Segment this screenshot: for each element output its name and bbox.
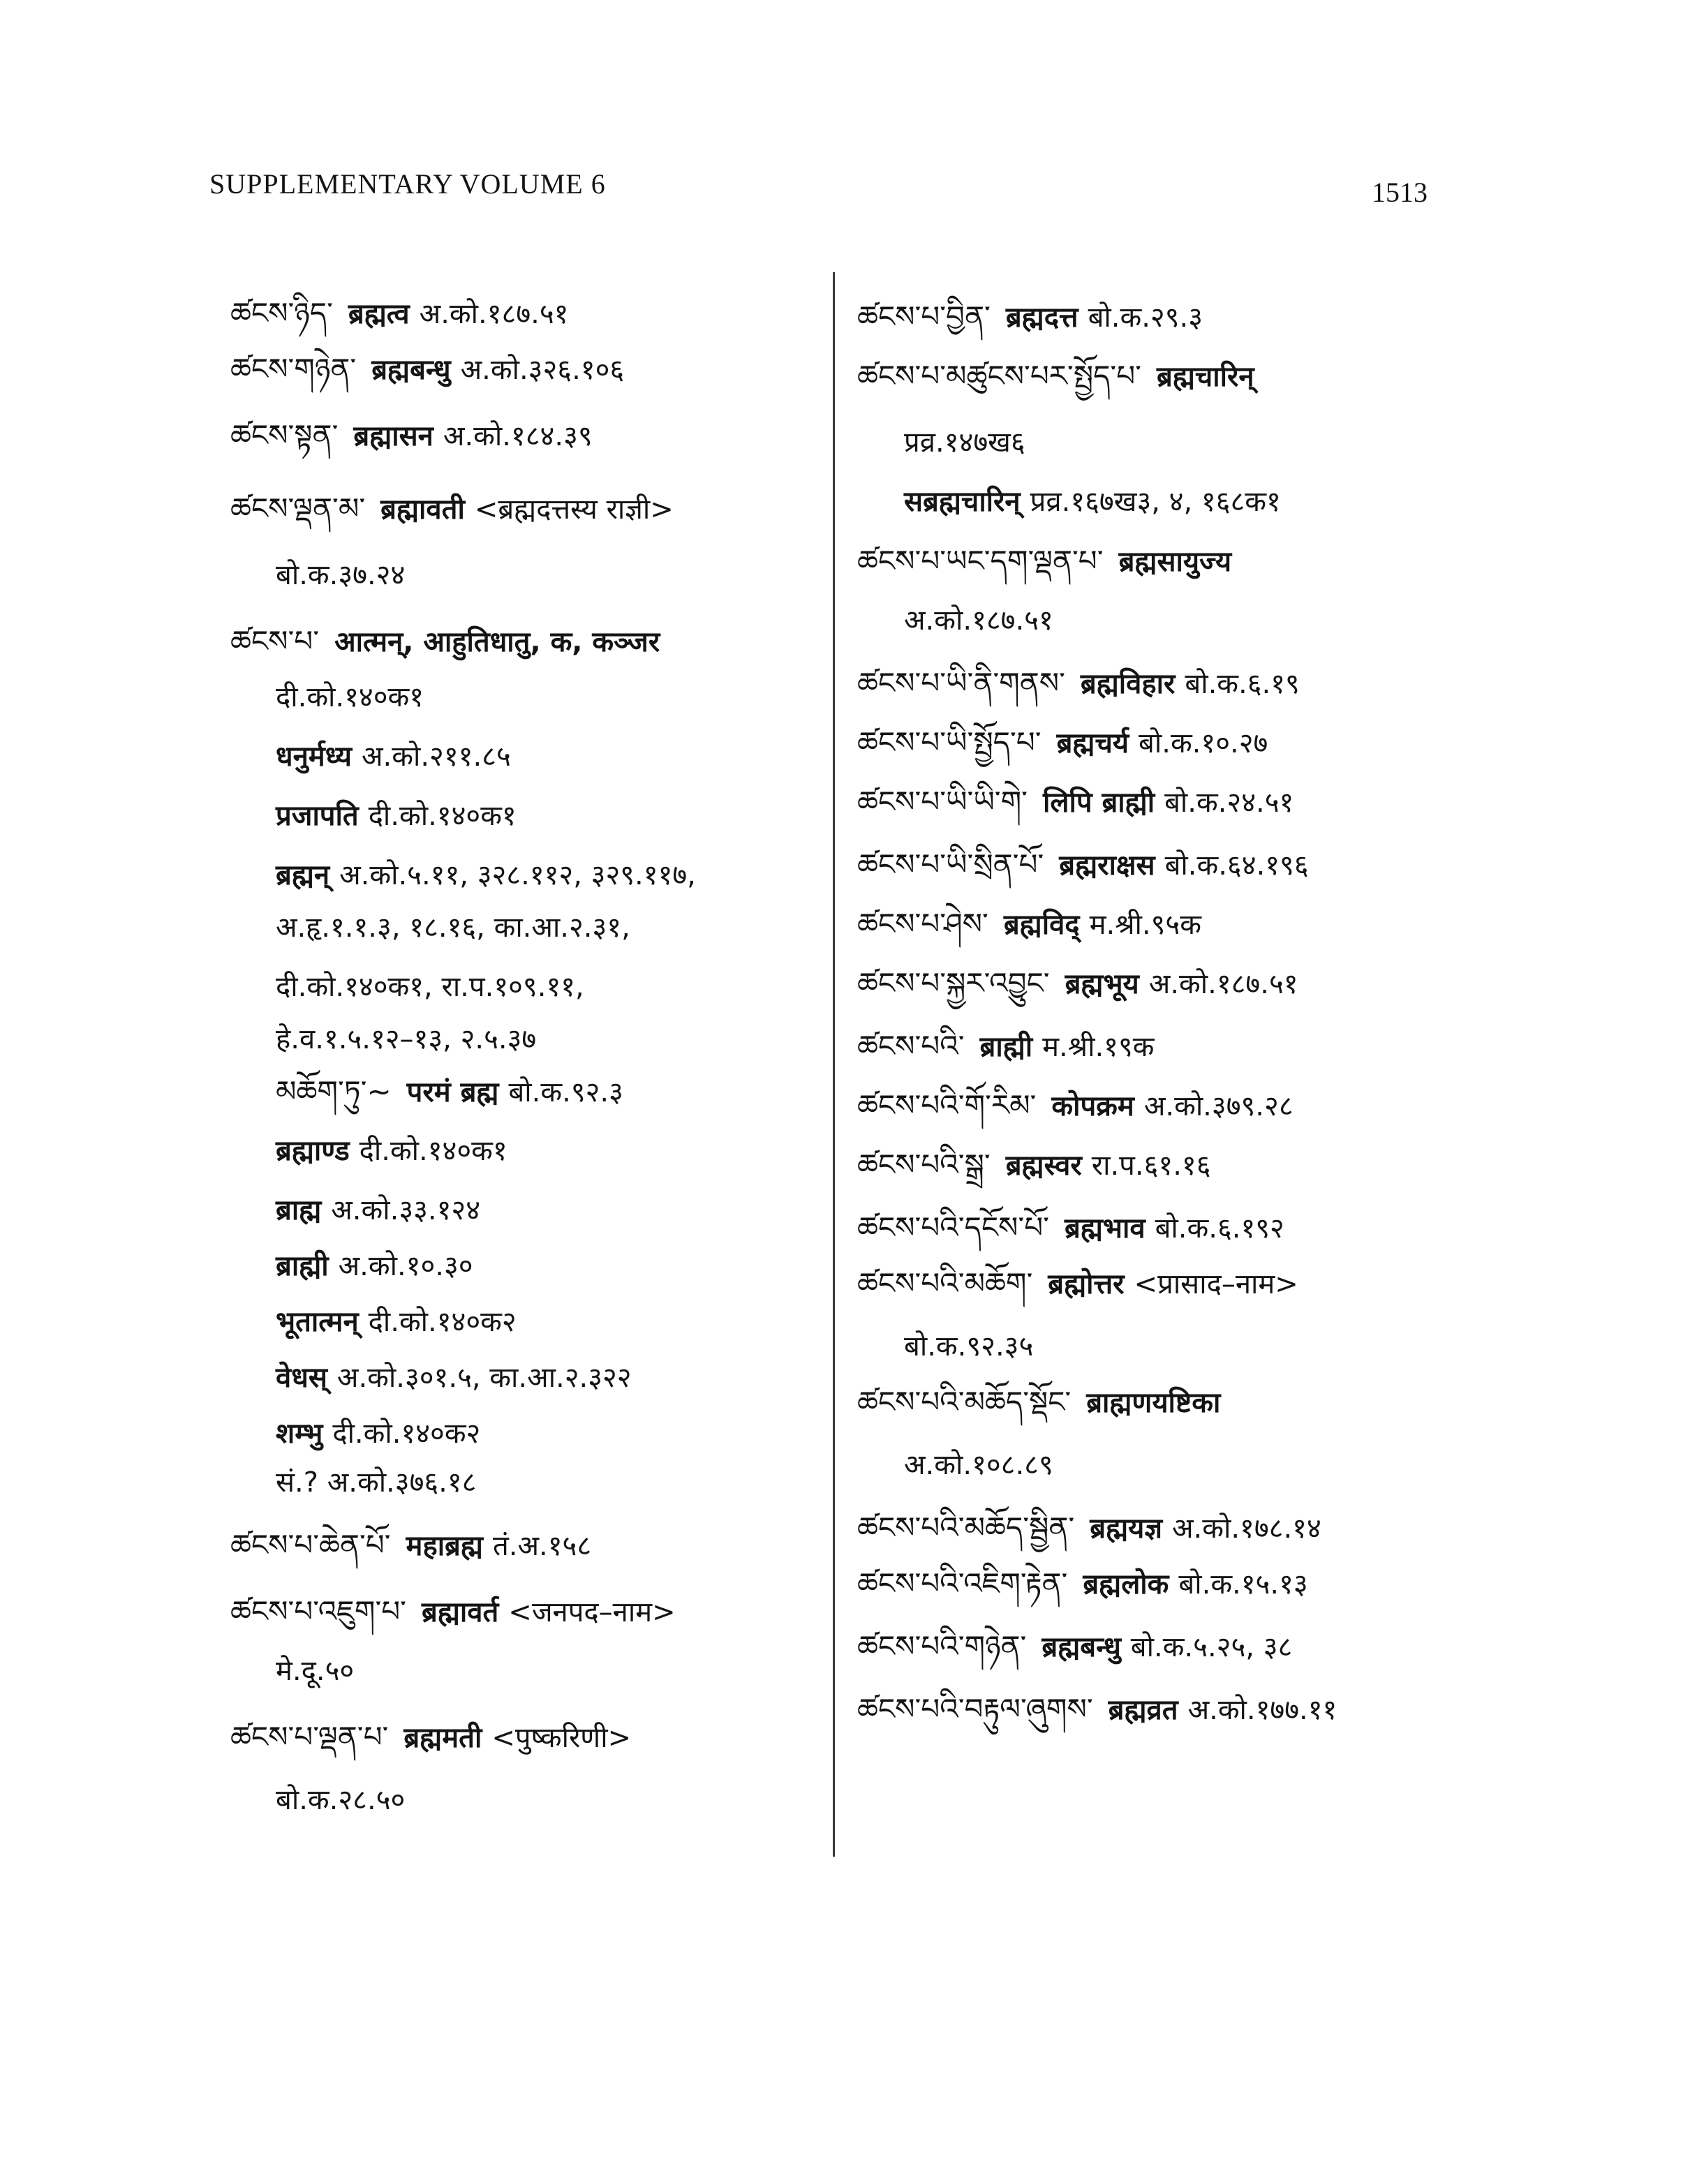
tibetan-term: ཚངས་པ་ཡི་སྲིན་པོ་ bbox=[857, 847, 1044, 882]
source-reference: तं.अ.१५८ bbox=[492, 1530, 592, 1562]
source-reference: बो.क.२४.५१ bbox=[1164, 787, 1294, 819]
tibetan-term: ཚངས་པའི་མཆོད་སྦྱིན་ bbox=[857, 1510, 1075, 1545]
entry-headword-line bbox=[230, 1717, 631, 1758]
entry-continuation-line bbox=[276, 555, 405, 595]
sanskrit-equivalent: ब्रह्मचर्य bbox=[1056, 727, 1129, 759]
tibetan-term: ཚངས་པའི་དངོས་པོ་ bbox=[857, 1210, 1049, 1245]
source-reference: अ.हृ.१.१.३, १८.१६, का.आ.२.३१, bbox=[276, 912, 630, 944]
source-reference: अ.को.१८७.५१ bbox=[419, 298, 569, 330]
sanskrit-equivalent: धनुर्मध्य bbox=[276, 741, 352, 773]
entry-headword-line bbox=[857, 1208, 1284, 1248]
tibetan-term: ཚངས་པ་ bbox=[230, 624, 320, 658]
source-reference: अ.को.३०१.५, का.आ.२.३२२ bbox=[336, 1362, 632, 1394]
sanskrit-equivalent: ब्रह्मावर्त bbox=[422, 1596, 499, 1628]
tibetan-term: ཚངས་པའི་ bbox=[857, 1029, 965, 1063]
tibetan-term: ཚངས་པའི་བརྟུལ་ཞུགས་ bbox=[857, 1692, 1093, 1726]
source-reference: सं.? अ.को.३७६.१८ bbox=[276, 1466, 477, 1499]
sanskrit-equivalent: ब्रह्मराक्षस bbox=[1059, 849, 1155, 882]
entry-continuation-line bbox=[276, 1190, 480, 1231]
tibetan-term: ཚངས་པ་མཚུངས་པར་སྤྱོད་པ་ bbox=[857, 359, 1141, 393]
sanskrit-equivalent: ब्रह्मव्रत bbox=[1108, 1694, 1178, 1726]
sanskrit-equivalent: ब्राह्मणयष्टिका bbox=[1086, 1387, 1221, 1419]
entry-continuation-line bbox=[276, 1358, 632, 1398]
entry-headword-line bbox=[230, 293, 568, 334]
entry-headword-line bbox=[857, 1026, 1154, 1067]
source-reference: बो.क.२९.३ bbox=[1088, 302, 1203, 334]
tibetan-term: ཚངས་པ་ཡི་ནི་གནས་ bbox=[857, 666, 1065, 700]
tibetan-term: ཚངས་པ་ཡང་དག་ལྡན་པ་ bbox=[857, 544, 1104, 578]
sanskrit-equivalent: ब्रह्मयज्ञ bbox=[1090, 1513, 1162, 1545]
tibetan-term: ཚངས་པ་ཡི་སྤྱོད་པ་ bbox=[857, 725, 1042, 759]
entry-headword-line bbox=[857, 1382, 1230, 1422]
entry-headword-line bbox=[857, 845, 1309, 885]
source-reference: मे.दू.५० bbox=[276, 1655, 355, 1687]
source-reference: बो.क.१५.१३ bbox=[1178, 1568, 1308, 1600]
sanskrit-equivalent: महाब्रह्म bbox=[406, 1530, 483, 1562]
sanskrit-equivalent: ब्रह्मत्व bbox=[348, 298, 410, 330]
entry-headword-line bbox=[857, 1145, 1211, 1185]
sanskrit-equivalent: परमं ब्रह्म bbox=[406, 1076, 499, 1108]
entry-continuation-line bbox=[276, 855, 696, 896]
entry-headword-line bbox=[857, 356, 1264, 396]
entry-continuation-line bbox=[276, 736, 511, 777]
entry-headword-line bbox=[276, 1071, 623, 1112]
entry-headword-line bbox=[857, 297, 1203, 337]
tibetan-term: ཚངས་པ་འཇུག་པ་ bbox=[230, 1594, 407, 1628]
entry-headword-line bbox=[857, 1085, 1294, 1126]
sanskrit-equivalent: ब्रह्मदत्त bbox=[1005, 302, 1079, 334]
sanskrit-equivalent: ब्रह्ममती bbox=[403, 1722, 482, 1754]
source-reference: अ.को.१०.३० bbox=[338, 1250, 473, 1282]
source-reference: अ.को.१८७.५१ bbox=[904, 604, 1053, 637]
sanskrit-equivalent: भूतात्मन् bbox=[276, 1306, 359, 1338]
tibetan-term: ཚངས་པའི་གོ་རིམ་ bbox=[857, 1088, 1037, 1122]
sanskrit-equivalent: ब्राह्मी bbox=[979, 1031, 1033, 1063]
entry-headword-line bbox=[230, 1591, 676, 1632]
source-reference: म.श्री.१९क bbox=[1042, 1031, 1155, 1063]
sanskrit-equivalent: प्रजापति bbox=[276, 800, 359, 832]
entry-continuation-line bbox=[904, 600, 1053, 641]
sanskrit-equivalent: शम्भु bbox=[276, 1418, 323, 1450]
source-reference: अ.को.१७७.११ bbox=[1187, 1694, 1337, 1726]
tibetan-term: ཚངས་པའི་མཆོག་ bbox=[857, 1266, 1033, 1300]
tibetan-term: ཚངས་པའི་གཉེན་ bbox=[857, 1629, 1027, 1663]
source-reference: अ.को.१०८.८९ bbox=[904, 1449, 1053, 1481]
entry-headword-line bbox=[857, 1626, 1292, 1667]
tibetan-term: ཚངས་པ་ཡི་ཡི་གེ་ bbox=[857, 785, 1028, 819]
sanskrit-equivalent: ब्रह्मन् bbox=[276, 859, 330, 891]
entry-headword-line bbox=[857, 1689, 1337, 1730]
tibetan-term: ཚངས་པ་ཆེན་པོ་ bbox=[230, 1528, 391, 1562]
sanskrit-equivalent: ब्रह्मभाव bbox=[1064, 1212, 1146, 1245]
sanskrit-equivalent: ब्रह्मलोक bbox=[1083, 1568, 1169, 1600]
entry-continuation-line bbox=[904, 1326, 1033, 1367]
entry-continuation-line bbox=[276, 967, 584, 1007]
source-reference: बो.क.५.२५, ३८ bbox=[1130, 1631, 1293, 1663]
page-number: 1513 bbox=[1372, 177, 1428, 208]
tibetan-term: ཚངས་པའི་འཇིག་རྟེན་ bbox=[857, 1566, 1068, 1600]
source-reference: बो.क.२८.५० bbox=[276, 1784, 406, 1816]
sanskrit-equivalent: ब्रह्मविहार bbox=[1080, 668, 1176, 700]
source-reference: बो.क.६४.१९६ bbox=[1164, 849, 1309, 882]
source-reference: दी.को.१४०क१ bbox=[276, 681, 424, 713]
tibetan-term: མཆོག་ཏུ་~ bbox=[276, 1074, 392, 1108]
source-reference: म.श्री.९५क bbox=[1089, 909, 1201, 941]
source-reference: प्रव्र.१६७ख३, ४, १६८क१ bbox=[1030, 486, 1281, 518]
entry-continuation-line bbox=[276, 1019, 536, 1060]
tibetan-term: ཚངས་པ་ལྡན་པ་ bbox=[230, 1720, 389, 1754]
entry-headword-line bbox=[230, 621, 669, 662]
entry-continuation-line bbox=[276, 907, 630, 948]
entry-headword-line bbox=[230, 489, 674, 529]
entry-headword-line bbox=[857, 722, 1268, 763]
tibetan-term: ཚངས་ལྡན་མ་ bbox=[230, 491, 366, 526]
source-reference: बो.क.६.१९२ bbox=[1155, 1212, 1284, 1245]
entry-headword-line bbox=[857, 541, 1241, 581]
source-reference: अ.को.५.११, ३२८.११२, ३२९.११७, bbox=[339, 859, 696, 891]
entry-continuation-line bbox=[276, 1246, 473, 1286]
source-reference: अ.को.३२६.१०६ bbox=[460, 354, 625, 386]
sanskrit-equivalent: लिपि ब्राह्मी bbox=[1042, 787, 1155, 819]
source-reference: <पुष्करिणी> bbox=[491, 1722, 632, 1754]
source-reference: अ.को.३७९.२८ bbox=[1143, 1090, 1294, 1122]
sanskrit-equivalent: वेधस् bbox=[276, 1362, 327, 1394]
entry-continuation-line bbox=[276, 1413, 480, 1454]
entry-headword-line bbox=[230, 1525, 591, 1566]
entry-headword-line bbox=[857, 1508, 1321, 1548]
sanskrit-equivalent: ब्रह्मचारिन् bbox=[1156, 361, 1254, 393]
tibetan-term: ཚངས་གཉེན་ bbox=[230, 352, 357, 386]
sanskrit-equivalent: ब्रह्मभूय bbox=[1065, 968, 1139, 1000]
source-reference: प्रव्र.१४७ख६ bbox=[904, 426, 1025, 459]
entry-continuation-line bbox=[276, 796, 517, 836]
entry-headword-line bbox=[857, 963, 1298, 1004]
source-reference: <प्रासाद–नाम> bbox=[1134, 1268, 1298, 1300]
tibetan-term: ཚངས་པའི་སྒྲ་ bbox=[857, 1147, 991, 1182]
sanskrit-equivalent: सब्रह्मचारिन् bbox=[904, 486, 1021, 518]
source-reference: दी.को.१४०क१, रा.प.१०९.११, bbox=[276, 971, 584, 1003]
column-divider bbox=[833, 272, 835, 1857]
source-reference: रा.प.६१.१६ bbox=[1091, 1150, 1211, 1182]
source-reference: अ.को.२११.८५ bbox=[361, 741, 511, 773]
tibetan-term: ཚངས་སྟན་ bbox=[230, 418, 339, 452]
entry-headword-line bbox=[230, 349, 624, 389]
entry-headword-line bbox=[857, 782, 1294, 822]
entry-headword-line bbox=[857, 1563, 1308, 1604]
tibetan-term: ཚངས་པ་བྱིན་ bbox=[857, 299, 991, 334]
sanskrit-equivalent: ब्रह्माण्ड bbox=[276, 1135, 350, 1167]
entry-continuation-line bbox=[276, 1780, 405, 1820]
sanskrit-equivalent: ब्रह्मबन्धु bbox=[1042, 1631, 1121, 1663]
entry-continuation-line bbox=[904, 1445, 1053, 1485]
source-reference: दी.को.१४०क२ bbox=[368, 1306, 517, 1338]
entry-continuation-line bbox=[276, 1131, 507, 1171]
tibetan-term: ཚངས་པའི་མཆོད་སྡོང་ bbox=[857, 1385, 1072, 1419]
entry-headword-line bbox=[857, 904, 1201, 944]
sanskrit-equivalent: ब्रह्मविद् bbox=[1003, 909, 1080, 941]
entry-headword-line bbox=[230, 415, 593, 456]
entry-continuation-line bbox=[276, 1462, 477, 1503]
sanskrit-equivalent: ब्रह्मावती bbox=[380, 493, 465, 526]
tibetan-term: ཚངས་པ་སྐྱར་འབྱུང་ bbox=[857, 966, 1050, 1000]
source-reference: बो.क.६.१९ bbox=[1185, 668, 1300, 700]
entry-continuation-line bbox=[276, 1302, 517, 1342]
source-reference: अ.को.१८४.३९ bbox=[443, 420, 593, 452]
source-reference: अ.को.१७८.१४ bbox=[1171, 1513, 1321, 1545]
source-reference: अ.को.१८७.५१ bbox=[1148, 968, 1298, 1000]
source-reference: <जनपद–नाम> bbox=[508, 1596, 676, 1628]
source-reference: बो.क.१०.२७ bbox=[1139, 727, 1268, 759]
source-reference: दी.को.१४०क२ bbox=[332, 1418, 481, 1450]
entry-continuation-line bbox=[904, 422, 1025, 463]
tibetan-term: ཚངས་པ་ཤེས་ bbox=[857, 907, 988, 941]
source-reference: बो.क.९२.३५ bbox=[904, 1330, 1034, 1362]
sanskrit-equivalent: आत्मन्, आहुतिधातु, क, कञ्जर bbox=[334, 626, 660, 658]
running-title: SUPPLEMENTARY VOLUME 6 bbox=[209, 168, 606, 200]
sanskrit-equivalent: ब्रह्मबन्धु bbox=[371, 354, 451, 386]
source-reference: हे.व.१.५.१२–१३, २.५.३७ bbox=[276, 1023, 537, 1055]
entry-headword-line bbox=[857, 663, 1300, 704]
sanskrit-equivalent: ब्रह्मसायुज्य bbox=[1118, 546, 1232, 578]
sanskrit-equivalent: ब्रह्मासन bbox=[353, 420, 433, 452]
source-reference: <ब्रह्मदत्तस्य राज्ञी> bbox=[474, 493, 674, 526]
sanskrit-equivalent: ब्राह्मी bbox=[276, 1250, 329, 1282]
source-reference: बो.क.९२.३ bbox=[508, 1076, 623, 1108]
entry-continuation-line bbox=[276, 1651, 354, 1691]
source-reference: दी.को.१४०क१ bbox=[359, 1135, 507, 1167]
sanskrit-equivalent: ब्रह्मस्वर bbox=[1005, 1150, 1082, 1182]
source-reference: बो.क.३७.२४ bbox=[276, 559, 406, 591]
tibetan-term: ཚངས་ཉིད་ bbox=[230, 296, 333, 330]
sanskrit-equivalent: ब्राह्म bbox=[276, 1194, 322, 1226]
sanskrit-equivalent: ब्रह्मोत्तर bbox=[1048, 1268, 1125, 1300]
entry-continuation-line bbox=[904, 482, 1281, 522]
entry-headword-line bbox=[857, 1263, 1298, 1304]
source-reference: दी.को.१४०क१ bbox=[368, 800, 517, 832]
entry-continuation-line bbox=[276, 677, 424, 718]
sanskrit-equivalent: कोपक्रम bbox=[1051, 1090, 1134, 1122]
source-reference: अ.को.३३.१२४ bbox=[331, 1194, 481, 1226]
